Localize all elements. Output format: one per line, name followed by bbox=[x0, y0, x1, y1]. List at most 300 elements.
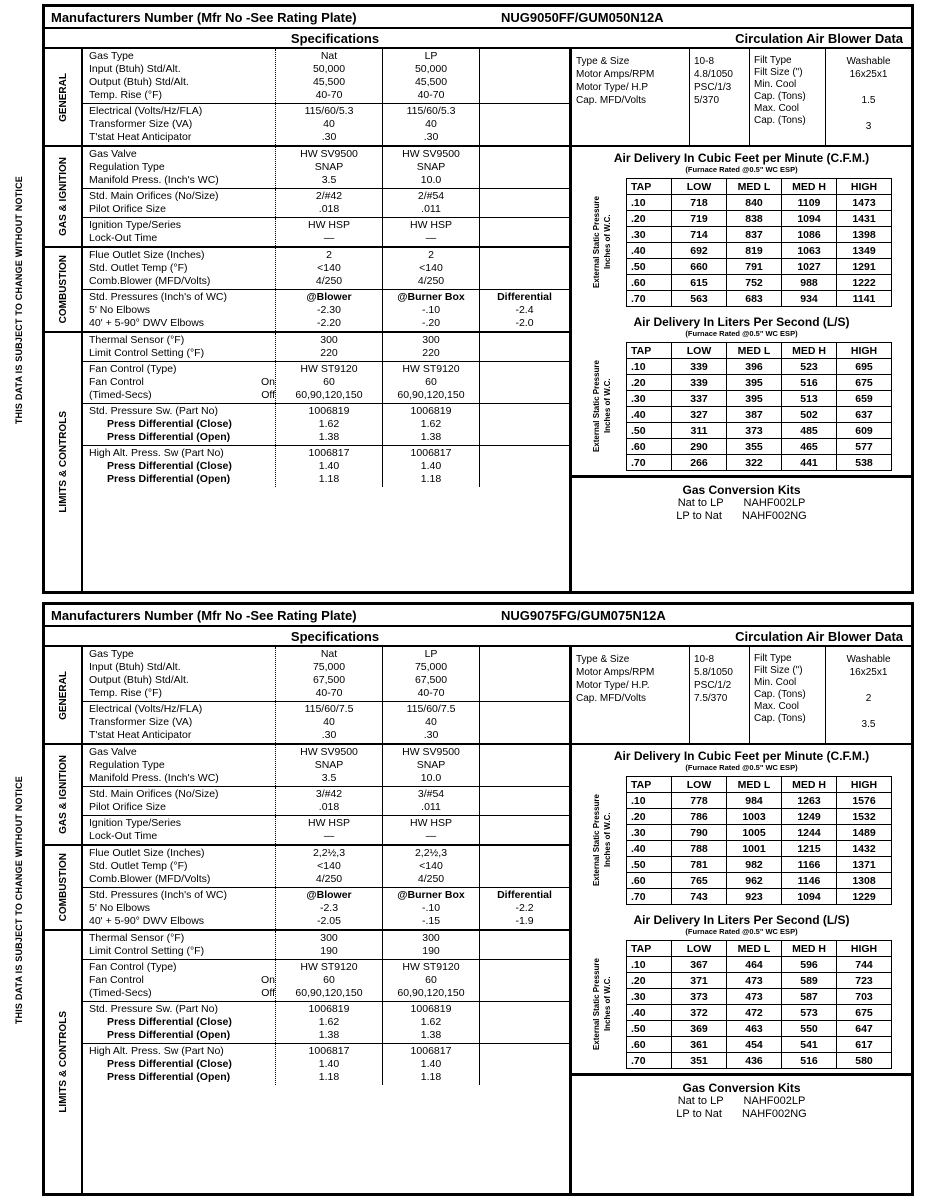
spec-label-text: Press Differential (Close) bbox=[107, 1016, 232, 1028]
spec-labels bbox=[83, 1044, 276, 1085]
spec-label-text: 40' + 5-90° DWV Elbows bbox=[89, 915, 205, 927]
esp-label-text bbox=[591, 958, 613, 1050]
filter-value: 2 bbox=[865, 693, 872, 704]
spec-nat-value: 1006819 bbox=[308, 1003, 350, 1015]
spec-lp-value: 1.38 bbox=[420, 431, 442, 443]
airflow-cell: 502 bbox=[782, 407, 837, 423]
spec-lp-value: -.10 bbox=[421, 902, 441, 914]
spec-row-label bbox=[89, 63, 275, 76]
spec-row-label bbox=[89, 262, 275, 275]
filter-values bbox=[826, 647, 911, 743]
heading-row bbox=[45, 29, 911, 49]
airflow-cell: 692 bbox=[672, 243, 727, 259]
spec-nat-value: 1006819 bbox=[308, 405, 350, 417]
filter-label: Cap. (Tons) bbox=[754, 115, 806, 126]
spec-lp-value: 10.0 bbox=[420, 174, 442, 186]
spec-nat-value: .30 bbox=[321, 729, 337, 741]
spec-row-label bbox=[89, 347, 275, 360]
table-row bbox=[627, 873, 892, 889]
spec-diff-value bbox=[480, 759, 569, 772]
kit-part: NAHF002NG bbox=[741, 1108, 807, 1120]
airflow-cell: 675 bbox=[837, 375, 892, 391]
air-delivery-body bbox=[578, 342, 905, 471]
spec-labels bbox=[83, 248, 276, 289]
spec-lp-value: 300 bbox=[422, 932, 440, 944]
spec-nat-value: 1.38 bbox=[318, 431, 340, 443]
mfr-number-label: Manufacturers Number (Mfr No -See Rating Plate) bbox=[51, 9, 357, 25]
spec-diff-value bbox=[480, 418, 569, 431]
spec-nat-values bbox=[276, 362, 383, 403]
lps-table bbox=[626, 342, 892, 471]
airflow-cell: 580 bbox=[837, 1053, 892, 1069]
spec-nat-value: 300 bbox=[320, 932, 338, 944]
spec-nat-value: <140 bbox=[317, 860, 341, 872]
spec-row-label bbox=[89, 334, 275, 347]
airflow-cell: 719 bbox=[672, 211, 727, 227]
spec-diff-value: -2.4 bbox=[515, 304, 534, 316]
spec-diff-value bbox=[480, 174, 569, 187]
airflow-cell: 550 bbox=[782, 1021, 837, 1037]
airflow-cell: 615 bbox=[672, 275, 727, 291]
spec-diff-value: -2.2 bbox=[515, 902, 534, 914]
airflow-cell: 838 bbox=[727, 211, 782, 227]
spec-nat-values bbox=[276, 745, 383, 786]
spec-diff-value bbox=[480, 334, 569, 347]
airflow-cell: 472 bbox=[727, 1005, 782, 1021]
heading-row bbox=[45, 627, 911, 647]
column-header: LOW bbox=[672, 777, 727, 793]
spec-nat-value: 3.5 bbox=[321, 772, 337, 784]
mfr-number-row bbox=[45, 605, 911, 627]
kit-label: Nat to LP bbox=[677, 497, 724, 509]
spec-nat-value: Nat bbox=[320, 648, 338, 660]
spec-diff-values bbox=[480, 147, 569, 188]
air-delivery-title: Air Delivery In Cubic Feet per Minute (C.F.M.) bbox=[613, 749, 870, 763]
airflow-cell: 1146 bbox=[782, 873, 837, 889]
motor-label: Type & Size bbox=[576, 654, 630, 665]
spec-nat-value: .018 bbox=[318, 203, 340, 215]
spec-nat-value: -2.20 bbox=[317, 317, 341, 329]
specifications-heading: Specifications bbox=[290, 628, 380, 644]
spec-labels bbox=[83, 1002, 276, 1043]
airflow-cell: 790 bbox=[672, 825, 727, 841]
section-label bbox=[45, 745, 83, 844]
table-row bbox=[627, 1037, 892, 1053]
filter-value bbox=[830, 705, 907, 718]
spec-nat-value: 4/250 bbox=[315, 873, 343, 885]
spec-diff-value: -1.9 bbox=[515, 915, 534, 927]
airflow-cell: 765 bbox=[672, 873, 727, 889]
spec-label-text: Gas Type bbox=[89, 50, 134, 62]
air-delivery-subtitle: (Furnace Rated @0.5" WC ESP) bbox=[685, 927, 798, 936]
filter-value: 3.5 bbox=[861, 719, 876, 730]
airflow-cell: 962 bbox=[727, 873, 782, 889]
side-note-text: THIS DATA IS SUBJECT TO CHANGE WITHOUT NOTICE bbox=[14, 175, 24, 425]
airflow-cell: 788 bbox=[672, 841, 727, 857]
spec-lp-value: 60 bbox=[425, 376, 437, 388]
section-groups bbox=[83, 49, 569, 145]
spec-label-text: Std. Pressures (Inch's of WC) bbox=[89, 291, 227, 303]
tap-cell: .30 bbox=[627, 825, 672, 841]
spec-label-text: Fan Control (Type) bbox=[89, 961, 177, 973]
filter-label: Filt Size (") bbox=[754, 665, 803, 676]
spec-labels bbox=[83, 218, 276, 246]
section-label bbox=[45, 931, 83, 1193]
spec-lp-value: SNAP bbox=[416, 759, 446, 771]
tap-cell: .10 bbox=[627, 195, 672, 211]
section-label-text: GAS & IGNITION bbox=[57, 755, 69, 834]
spec-label-text: Electrical (Volts/Hz/FLA) bbox=[89, 105, 203, 117]
mfr-number-value: NUG9075FG/GUM075N12A bbox=[501, 607, 666, 623]
spec-label-text: Temp. Rise (°F) bbox=[89, 89, 163, 101]
spec-group bbox=[83, 248, 569, 290]
airflow-cell: 577 bbox=[837, 439, 892, 455]
spec-row-label bbox=[89, 687, 275, 700]
airflow-cell: 923 bbox=[727, 889, 782, 905]
spec-nat-value: 60,90,120,150 bbox=[295, 987, 363, 999]
airflow-cell: 516 bbox=[782, 1053, 837, 1069]
spec-nat-value: 220 bbox=[320, 347, 338, 359]
spec-row-label bbox=[89, 118, 275, 131]
spec-nat-value: 1.18 bbox=[318, 1071, 340, 1083]
spec-nat-value: 50,000 bbox=[312, 63, 346, 75]
table-row bbox=[627, 989, 892, 1005]
spec-lp-value: HW HSP bbox=[410, 817, 452, 829]
column-header: TAP bbox=[627, 777, 672, 793]
motor-info bbox=[572, 49, 911, 147]
spec-nat-value: — bbox=[323, 830, 335, 842]
section-label-text: GENERAL bbox=[57, 72, 69, 122]
spec-lp-values bbox=[383, 218, 480, 246]
tap-cell: .20 bbox=[627, 973, 672, 989]
spec-labels bbox=[83, 888, 276, 929]
side-note-bottom bbox=[4, 640, 34, 1160]
tap-cell: .40 bbox=[627, 1005, 672, 1021]
spec-lp-value: .011 bbox=[421, 203, 441, 215]
spec-label-text: 5' No Elbows bbox=[89, 304, 150, 316]
spec-row-label bbox=[89, 1016, 275, 1029]
spec-lp-value: .30 bbox=[423, 131, 439, 143]
spec-nat-value: SNAP bbox=[314, 759, 344, 771]
spec-row-label bbox=[89, 174, 275, 187]
filter-value: 3 bbox=[865, 121, 872, 132]
spec-row-label bbox=[89, 105, 275, 118]
spec-row-label bbox=[89, 830, 275, 843]
spec-diff-value bbox=[480, 161, 569, 174]
airflow-cell: 723 bbox=[837, 973, 892, 989]
section-label bbox=[45, 647, 83, 743]
filter-label: Cap. (Tons) bbox=[754, 713, 806, 724]
esp-label-line: External Static Pressure bbox=[592, 360, 601, 453]
spec-diff-value bbox=[480, 1003, 569, 1016]
spec-nat-value: 2,2½,3 bbox=[312, 847, 346, 859]
spec-label-text: Manifold Press. (Inch's WC) bbox=[89, 174, 219, 186]
column-header: HIGH bbox=[837, 343, 892, 359]
spec-row-label bbox=[89, 788, 275, 801]
spec-label-text: Press Differential (Open) bbox=[107, 473, 231, 485]
spec-label-text: Output (Btuh) Std/Alt. bbox=[89, 674, 189, 686]
spec-nat-value: -2.05 bbox=[317, 915, 341, 927]
mfr-number-label: Manufacturers Number (Mfr No -See Rating Plate) bbox=[51, 607, 357, 623]
esp-axis-label bbox=[578, 360, 626, 452]
spec-label-text: 40' + 5-90° DWV Elbows bbox=[89, 317, 205, 329]
airflow-cell: 441 bbox=[782, 455, 837, 471]
spec-label-text: Thermal Sensor (°F) bbox=[89, 932, 185, 944]
motor-value: 5.8/1050 bbox=[694, 667, 733, 678]
motor-label: Cap. MFD/Volts bbox=[576, 693, 647, 704]
spec-labels bbox=[83, 647, 276, 701]
airflow-cell: 743 bbox=[672, 889, 727, 905]
spec-diff-value bbox=[480, 389, 569, 402]
tap-cell: .50 bbox=[627, 1021, 672, 1037]
air-delivery-body bbox=[578, 776, 905, 905]
spec-row-label bbox=[89, 945, 275, 958]
filter-label: Max. Cool bbox=[754, 701, 800, 712]
spec-labels bbox=[83, 404, 276, 445]
spec-diff-values bbox=[480, 1044, 569, 1085]
spec-diff-value bbox=[480, 275, 569, 288]
spec-lp-value: <140 bbox=[419, 860, 443, 872]
kit-label: LP to Nat bbox=[676, 510, 722, 522]
spec-diff-values bbox=[480, 1002, 569, 1043]
spec-nat-value: 45,500 bbox=[312, 76, 346, 88]
airflow-cell: 988 bbox=[782, 275, 837, 291]
airflow-cell: 327 bbox=[672, 407, 727, 423]
kits-title: Gas Conversion Kits bbox=[682, 483, 801, 497]
column-header: MED H bbox=[782, 343, 837, 359]
spec-diff-value bbox=[480, 847, 569, 860]
spec-diff-value bbox=[480, 118, 569, 131]
spec-section bbox=[45, 248, 569, 333]
airflow-cell: 675 bbox=[837, 1005, 892, 1021]
motor-value: 10-8 bbox=[694, 56, 715, 67]
spec-row-label bbox=[89, 50, 275, 63]
spec-labels bbox=[83, 362, 276, 403]
spec-section bbox=[45, 745, 569, 846]
spec-nat-values bbox=[276, 446, 383, 487]
tap-cell: .10 bbox=[627, 359, 672, 375]
table-row bbox=[627, 957, 892, 973]
spec-diff-value: Differential bbox=[497, 889, 552, 901]
motor-label: Motor Amps/RPM bbox=[576, 667, 655, 678]
tap-cell: .30 bbox=[627, 391, 672, 407]
spec-lp-values bbox=[383, 189, 480, 217]
spec-lp-value: 3/#54 bbox=[417, 788, 445, 800]
airflow-cell: 984 bbox=[727, 793, 782, 809]
spec-section bbox=[45, 49, 569, 147]
spec-nat-value: 40-70 bbox=[315, 89, 343, 101]
motor-value: 10-8 bbox=[694, 654, 715, 665]
spec-label-text: Thermal Sensor (°F) bbox=[89, 334, 185, 346]
spec-nat-value: 60,90,120,150 bbox=[295, 389, 363, 401]
column-header: MED H bbox=[782, 179, 837, 195]
spec-label-text: Std. Pressure Sw. (Part No) bbox=[89, 405, 218, 417]
spec-lp-value: — bbox=[425, 232, 437, 244]
mfr-number-row bbox=[45, 7, 911, 29]
spec-row-label bbox=[89, 661, 275, 674]
spec-diff-value bbox=[480, 772, 569, 785]
spec-diff-value bbox=[480, 661, 569, 674]
airflow-cell: 1489 bbox=[837, 825, 892, 841]
spec-lp-value: 1.62 bbox=[420, 418, 442, 430]
spec-label-text: Temp. Rise (°F) bbox=[89, 687, 163, 699]
esp-axis-label bbox=[578, 794, 626, 886]
tap-cell: .50 bbox=[627, 423, 672, 439]
table-header-row bbox=[627, 777, 892, 793]
column-header: TAP bbox=[627, 343, 672, 359]
airflow-cell: 351 bbox=[672, 1053, 727, 1069]
section-groups bbox=[83, 147, 569, 246]
kit-item bbox=[572, 1095, 911, 1108]
spec-row-label bbox=[89, 674, 275, 687]
tap-cell: .10 bbox=[627, 793, 672, 809]
spec-nat-value: -2.3 bbox=[319, 902, 339, 914]
spec-diff-values bbox=[480, 702, 569, 743]
spec-labels bbox=[83, 189, 276, 217]
spec-row-label bbox=[89, 219, 275, 232]
airflow-cell: 373 bbox=[727, 423, 782, 439]
spec-label-text: Lock-Out Time bbox=[89, 232, 158, 244]
spec-nat-value: 2/#42 bbox=[315, 190, 343, 202]
spec-diff-values bbox=[480, 787, 569, 815]
spec-row-label bbox=[89, 889, 275, 902]
spec-row-label bbox=[89, 447, 275, 460]
spec-label-text: T'stat Heat Anticipator bbox=[89, 131, 192, 143]
spec-diff-value bbox=[480, 473, 569, 486]
airflow-cell: 1086 bbox=[782, 227, 837, 243]
spec-nat-values bbox=[276, 104, 383, 145]
spec-diff-value bbox=[480, 1071, 569, 1084]
spec-group bbox=[83, 816, 569, 844]
spec-lp-value: 2/#54 bbox=[417, 190, 445, 202]
kit-part: NAHF002LP bbox=[743, 1095, 806, 1107]
spec-nat-value: 60 bbox=[323, 376, 335, 388]
table-row bbox=[627, 275, 892, 291]
air-delivery-title: Air Delivery In Cubic Feet per Minute (C.F.M.) bbox=[613, 151, 870, 165]
spec-diff-value bbox=[480, 987, 569, 1000]
airflow-cell: 1109 bbox=[782, 195, 837, 211]
spec-diff-value bbox=[480, 716, 569, 729]
spec-row-label bbox=[89, 473, 275, 486]
table-row bbox=[627, 1005, 892, 1021]
spec-nat-values bbox=[276, 888, 383, 929]
spec-nat-value: -2.30 bbox=[317, 304, 341, 316]
tap-cell: .60 bbox=[627, 439, 672, 455]
spec-diff-value bbox=[480, 50, 569, 63]
spec-row-label bbox=[89, 817, 275, 830]
airflow-cell: 322 bbox=[727, 455, 782, 471]
spec-group bbox=[83, 960, 569, 1002]
spec-row-label bbox=[89, 431, 275, 444]
tap-cell: .40 bbox=[627, 841, 672, 857]
spec-diff-value bbox=[480, 860, 569, 873]
spec-label-text: Flue Outlet Size (Inches) bbox=[89, 847, 205, 859]
spec-nat-values bbox=[276, 846, 383, 887]
section-label-text: COMBUSTION bbox=[57, 853, 69, 922]
table-row bbox=[627, 291, 892, 307]
tap-cell: .70 bbox=[627, 455, 672, 471]
kit-item bbox=[572, 1108, 911, 1121]
spec-row-label bbox=[89, 729, 275, 742]
spec-nat-value: 40 bbox=[323, 716, 335, 728]
spec-nat-value: 115/60/5.3 bbox=[304, 105, 354, 117]
air-delivery-subtitle: (Furnace Rated @0.5" WC ESP) bbox=[685, 165, 798, 174]
spec-lp-value: 2 bbox=[428, 249, 434, 261]
filter-label: Cap. (Tons) bbox=[754, 91, 806, 102]
airflow-cell: 703 bbox=[837, 989, 892, 1005]
lps-table bbox=[626, 940, 892, 1069]
esp-label-text bbox=[591, 196, 613, 288]
spec-row-label bbox=[89, 746, 275, 759]
airflow-cell: 563 bbox=[672, 291, 727, 307]
spec-diff-values bbox=[480, 404, 569, 445]
spec-lp-value: 45,500 bbox=[414, 76, 448, 88]
spec-labels bbox=[83, 787, 276, 815]
spec-lp-values bbox=[383, 1044, 480, 1085]
column-header: TAP bbox=[627, 941, 672, 957]
spec-diff-value bbox=[480, 703, 569, 716]
spec-group bbox=[83, 702, 569, 743]
spec-lp-value: 4/250 bbox=[417, 873, 445, 885]
spec-group bbox=[83, 1002, 569, 1044]
motor-value: 5/370 bbox=[694, 95, 720, 106]
spec-nat-value: Nat bbox=[320, 50, 338, 62]
tap-cell: .70 bbox=[627, 1053, 672, 1069]
spec-nat-values bbox=[276, 816, 383, 844]
filter-values bbox=[826, 49, 911, 145]
spec-label-text: Std. Main Orifices (No/Size) bbox=[89, 788, 219, 800]
spec-nat-value: 3.5 bbox=[321, 174, 337, 186]
esp-axis-label bbox=[578, 958, 626, 1050]
cfm-table bbox=[626, 178, 892, 307]
spec-nat-values bbox=[276, 787, 383, 815]
spec-label-text: Press Differential (Open) bbox=[107, 1071, 231, 1083]
airflow-cell: 361 bbox=[672, 1037, 727, 1053]
airflow-cell: 1473 bbox=[837, 195, 892, 211]
spec-lp-value: 1006817 bbox=[410, 1045, 452, 1057]
airflow-cell: 311 bbox=[672, 423, 727, 439]
spec-nat-value: 1.62 bbox=[318, 1016, 340, 1028]
spec-nat-values bbox=[276, 290, 383, 331]
tap-cell: .60 bbox=[627, 275, 672, 291]
spec-row-label bbox=[89, 703, 275, 716]
esp-label-text bbox=[591, 794, 613, 886]
spec-lp-value: SNAP bbox=[416, 161, 446, 173]
spec-row-label bbox=[89, 317, 275, 330]
spec-lp-value: 40 bbox=[425, 118, 437, 130]
column-header: LOW bbox=[672, 179, 727, 195]
spec-lp-value: @Burner Box bbox=[397, 889, 465, 901]
spec-row-label bbox=[89, 249, 275, 262]
spec-diff-values bbox=[480, 960, 569, 1001]
filter-labels bbox=[750, 49, 826, 145]
spec-diff-value bbox=[480, 232, 569, 245]
side-note-top bbox=[4, 40, 34, 560]
motor-label: Motor Amps/RPM bbox=[576, 69, 655, 80]
filter-label: Filt Type bbox=[754, 55, 792, 66]
filter-value: Washable bbox=[846, 56, 891, 67]
spec-diff-value bbox=[480, 687, 569, 700]
spec-label-text: Transformer Size (VA) bbox=[89, 118, 193, 130]
specifications-table bbox=[45, 49, 572, 591]
spec-lp-values bbox=[383, 787, 480, 815]
spec-label-text: Std. Outlet Temp (°F) bbox=[89, 860, 188, 872]
spec-lp-value: HW SV9500 bbox=[402, 148, 460, 160]
kit-item bbox=[572, 510, 911, 523]
airflow-cell: 1229 bbox=[837, 889, 892, 905]
spec-lp-value: HW SV9500 bbox=[402, 746, 460, 758]
spec-nat-values bbox=[276, 189, 383, 217]
